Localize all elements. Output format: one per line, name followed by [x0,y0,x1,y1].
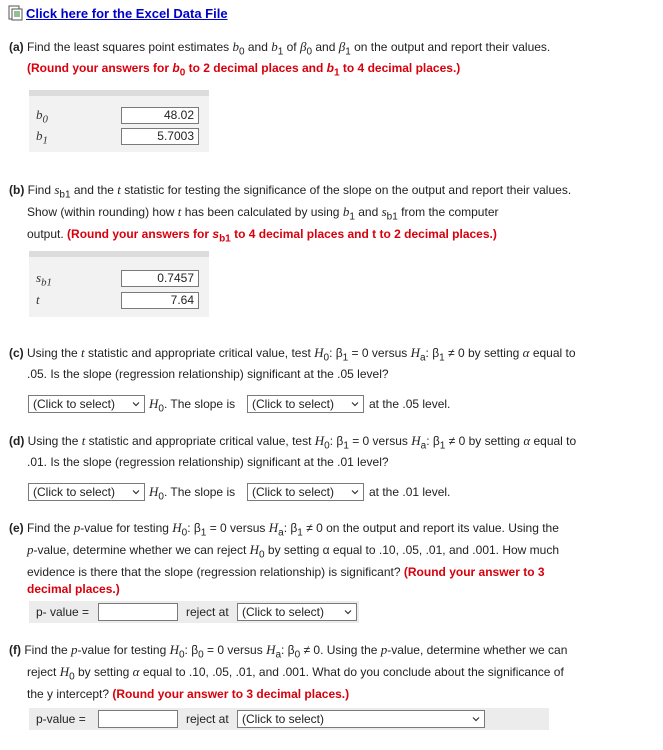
part-e-answer-panel [29,601,359,623]
part-a-question: (a) Find the least squares point estimates $b_0$ and $b_1$ of $\beta_0$ and $\beta_1$ on the output and report their values. (Round your answers for $b_0$ to 2 decimal places and $b_1$ to 4 decimal places.) [9,39,551,79]
part-f-question: (f) Find the p-value for testing $H_0$: $\beta_0 = 0$ versus $H_a$: $\beta_0 \ne 0$. Using the p-value, determine whether we can reject $H_0$ by setting α equal to .10, .05, .01, and .001. What do you conclude about the significance of the y intercept? (Round your answer to 3 decimal places.) [9,642,568,701]
part-e-pvalue-input[interactable] [98,603,178,621]
chevron-down-icon [344,608,352,616]
part-e-question: (e) Find the p-value for testing $H_0$: $\beta_1 = 0$ versus $H_a$: $\beta_1 \ne 0$ on the output and report its value. Using the p-value, determine whether we can reject $H_0$ by setting α equal to .10, .05, .01, and .001. How much evidence is there that the slope (regression relationship) is significant? (Round your answer to 3 decimal places.) [9,520,560,596]
part-c-decision-select[interactable]: (Click to select) [28,395,145,413]
part-b-question: (b) Find $s_{b1}$ and the t statistic for testing the significance of the slope on the output and report their values. Show (within rounding) how t has been calculated by using $b_1$ and $s_{b1}$ from the computer output. (Round your answers for $s_{b1}$ to 4 decimal places and t to 2 decimal places.) [9,182,572,245]
excel-link-label: Click here for the Excel Data File [26,5,228,21]
sb1-label: $s_{b1}$ [36,270,52,289]
excel-data-link[interactable] [7,5,228,21]
t-label: t [36,292,40,307]
part-b-answer-panel [29,251,209,317]
document-icon [7,5,23,21]
b0-label: $b_0$ [36,107,48,126]
chevron-down-icon [472,715,480,723]
part-d-question: (d) Using the t statistic and appropriate critical value, test $H_0$: $\beta_1 = 0$ versus $H_a$: $\beta_1 \ne 0$ by setting α equal to .01. Is the slope (regression relationship) significant at the .01 level? [9,433,577,470]
part-a-instruction: (Round your answers for $b_0$ to 2 decimal places and $b_1$ to 4 decimal places.) [27,61,461,79]
part-a-answer-panel [29,90,209,152]
part-d-decision-select[interactable]: (Click to select) [28,483,145,501]
part-f-answer-panel [29,708,549,730]
b1-input[interactable]: 5.7003 [121,128,199,145]
chevron-down-icon [351,488,359,496]
part-e-reject-label: reject at [186,605,229,619]
part-e-instruction: (Round your answer to 3 [403,564,545,579]
part-d-significance-select[interactable]: (Click to select) [247,483,364,501]
part-d-tail-text: at the .01 level. [369,485,451,499]
b0-input[interactable]: 48.02 [121,107,199,124]
chevron-down-icon [132,400,140,408]
part-f-instruction: (Round your answer to 3 decimal places.) [112,686,350,701]
b1-label: $b_1$ [36,128,48,147]
part-c-h0-text: $H_0$. The slope is [149,396,236,415]
part-f-pvalue-input[interactable] [98,710,178,728]
part-c-question: (c) Using the t statistic and appropriate critical value, test $H_0$: $\beta_1 = 0$ versus $H_a$: $\beta_1 \ne 0$ by setting α equal to .05. Is the slope (regression relationship) significant at the .05 level? [9,345,576,382]
part-f-reject-select[interactable]: (Click to select) [237,710,485,728]
chevron-down-icon [351,400,359,408]
chevron-down-icon [132,488,140,496]
part-b-instruction: (Round your answers for $s_{b1}$ to 4 decimal places and t to 2 decimal places.) [67,226,497,245]
t-input[interactable]: 7.64 [121,292,199,309]
part-f-pvalue-label: p-value = [36,712,86,726]
part-e-pvalue-label: p- value = [36,605,90,619]
part-c-tail-text: at the .05 level. [369,397,451,411]
part-e-reject-select[interactable]: (Click to select) [237,603,357,621]
part-d-h0-text: $H_0$. The slope is [149,484,236,503]
sb1-input[interactable]: 0.7457 [121,270,199,287]
part-f-reject-label: reject at [186,712,229,726]
part-c-significance-select[interactable]: (Click to select) [247,395,364,413]
